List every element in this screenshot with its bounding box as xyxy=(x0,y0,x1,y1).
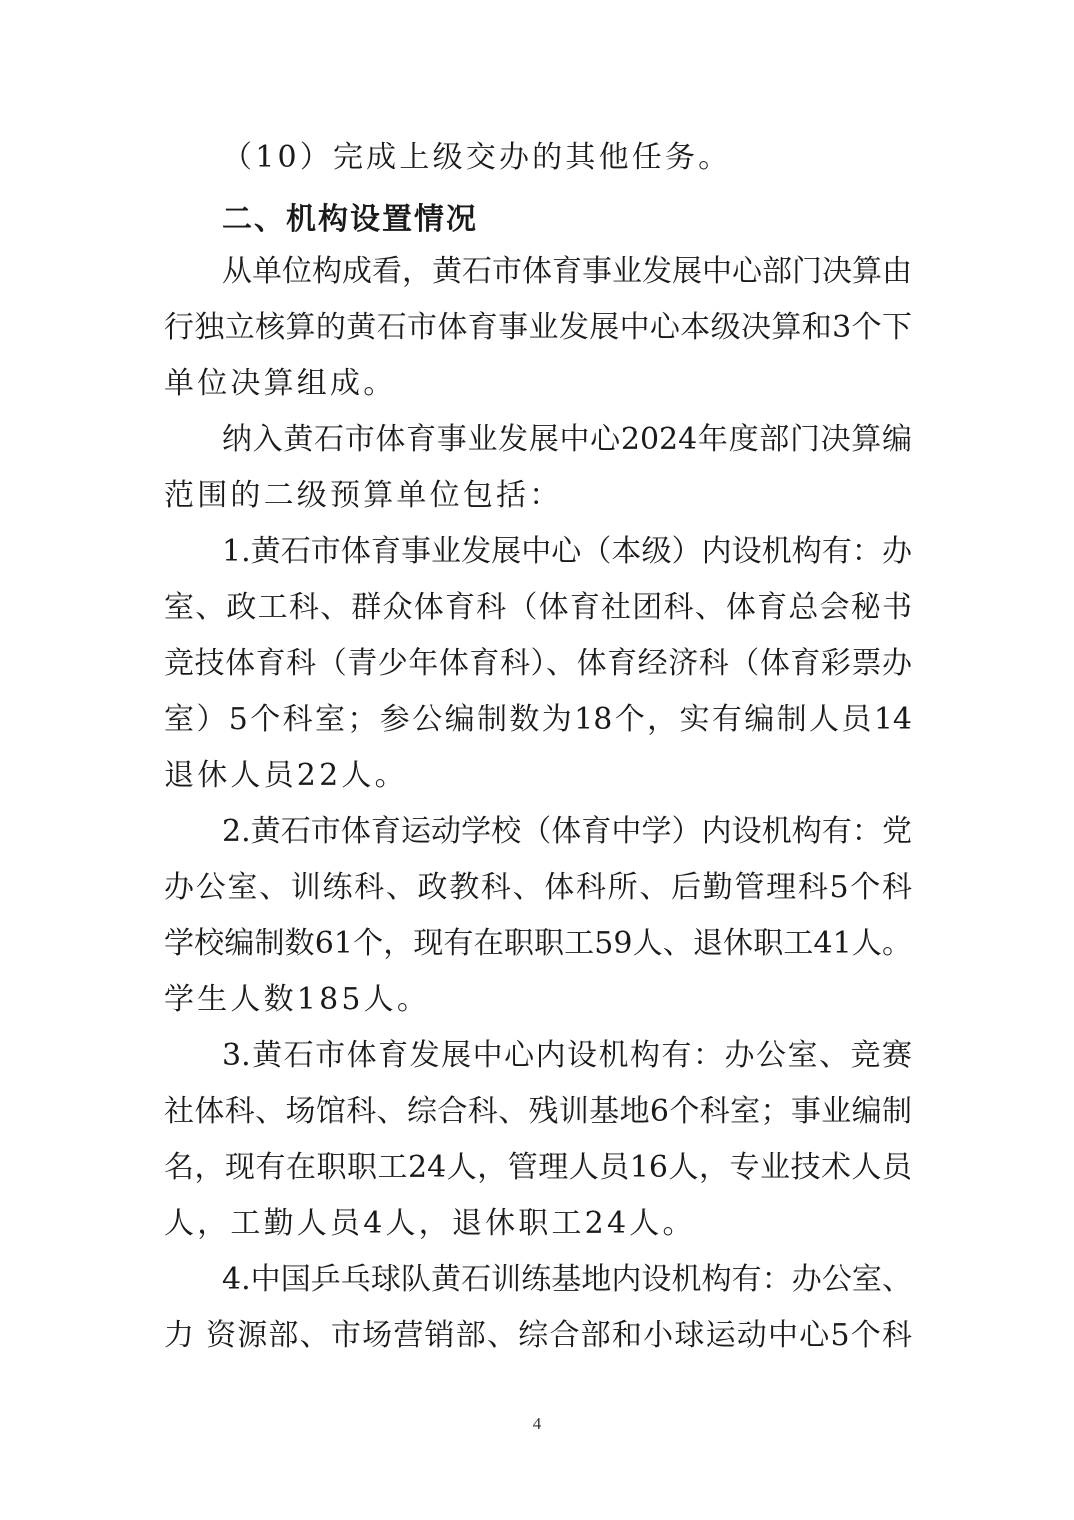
text-line: 学生人数185人。 xyxy=(164,982,431,1017)
text-line: 室）5个科室；参公编制数为18个，实有编制人员14 xyxy=(164,702,912,737)
text-line: 室、政工科、群众体育科（体育社团科、体育总会秘书 xyxy=(164,590,912,625)
text-line: 行独立核算的黄石市体育事业发展中心本级决算和3个下 xyxy=(164,310,912,345)
text-line: 人，工勤人员4人，退休职工24人。 xyxy=(164,1206,696,1241)
text-line: 2.黄石市体育运动学校（体育中学）内设机构有：党 xyxy=(222,814,912,849)
text-line: 学校编制数61个，现有在职职工59人、退休职工41人。 xyxy=(164,926,912,961)
section-heading: 二、机构设置情况 xyxy=(222,202,478,237)
page-number: 4 xyxy=(532,1414,542,1433)
text-line: （10）完成上级交办的其他任务。 xyxy=(222,140,732,175)
text-line: 单位决算组成。 xyxy=(164,366,397,401)
text-line: 3.黄石市体育发展中心内设机构有：办公室、竞赛 xyxy=(222,1038,912,1073)
text-line: 力 资源部、市场营销部、综合部和小球运动中心5个科 xyxy=(164,1318,912,1353)
text-line: 纳入黄石市体育事业发展中心2024年度部门决算编 xyxy=(222,422,912,457)
text-line: 退休人员22人。 xyxy=(164,758,408,793)
text-line: 4.中国乒乓球队黄石训练基地内设机构有：办公室、 xyxy=(222,1262,912,1297)
text-line: 名，现有在职职工24人，管理人员16人，专业技术人员 xyxy=(164,1150,912,1185)
text-line: 从单位构成看，黄石市体育事业发展中心部门决算由 xyxy=(222,254,912,289)
text-line: 竞技体育科（青少年体育科）、体育经济科（体育彩票办 xyxy=(164,646,912,681)
text-line: 社体科、场馆科、综合科、残训基地6个科室；事业编制 xyxy=(164,1094,912,1129)
text-line: 范围的二级预算单位包括： xyxy=(164,478,563,513)
text-line: 办公室、训练科、政教科、体科所、后勤管理科5个科 xyxy=(164,870,912,905)
text-line: 1.黄石市体育事业发展中心（本级）内设机构有：办 xyxy=(222,534,912,569)
